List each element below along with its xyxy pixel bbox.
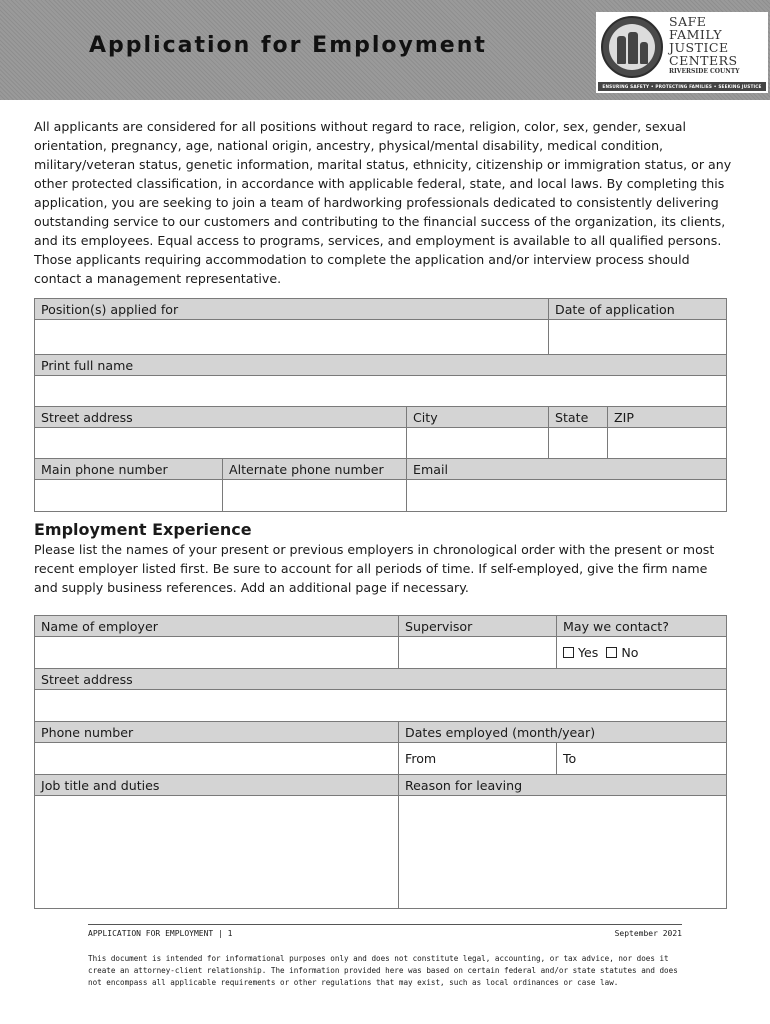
state-field[interactable] — [549, 428, 608, 460]
employer-label: Name of employer — [35, 616, 399, 637]
reason-field[interactable] — [399, 796, 727, 909]
no-label: No — [621, 645, 639, 660]
disclaimer: This document is intended for informational purposes only and does not constitute legal, accounting, or tax advice, nor does it create an attorney-client relationship. The information provided here was based on certain federal and/or state statutes and does not encompass all applicable requirements or other regulations that may exist, such as local ordinances or case law. — [88, 954, 678, 987]
main-phone-label: Main phone number — [35, 459, 223, 480]
city-label: City — [407, 407, 549, 428]
employment-section-title: Employment Experience — [34, 520, 252, 539]
organization-logo — [596, 12, 768, 93]
name-label: Print full name — [35, 355, 727, 376]
zip-label: ZIP — [608, 407, 727, 428]
supervisor-field[interactable] — [399, 637, 557, 669]
position-label: Position(s) applied for — [35, 299, 549, 320]
no-checkbox[interactable] — [606, 647, 617, 658]
dates-label: Dates employed (month/year) — [399, 722, 727, 743]
alt-phone-label: Alternate phone number — [223, 459, 407, 480]
employer-phone-field[interactable] — [35, 743, 399, 775]
contact-options — [557, 637, 727, 669]
employer-phone-label: Phone number — [35, 722, 399, 743]
footer-page-label: APPLICATION FOR EMPLOYMENT | 1 — [88, 929, 233, 938]
phone-row-table — [34, 458, 727, 512]
from-field[interactable] — [399, 743, 557, 775]
email-field[interactable] — [407, 480, 727, 512]
address-row-table — [34, 406, 727, 460]
logo-tagline: ENSURING SAFETY • PROTECTING FAMILIES • SEEKING JUSTICE — [598, 82, 766, 91]
position-field[interactable] — [35, 320, 549, 355]
employer-field[interactable] — [35, 637, 399, 669]
from-label: From — [405, 751, 437, 766]
alt-phone-field[interactable] — [223, 480, 407, 512]
date-label: Date of application — [549, 299, 727, 320]
name-field[interactable] — [35, 376, 727, 408]
family-emblem-icon — [601, 16, 663, 78]
job-field[interactable] — [35, 796, 399, 909]
logo-wordmark: SAFE FAMILY JUSTICE CENTERS — [669, 14, 738, 68]
footer — [88, 924, 682, 938]
supervisor-label: Supervisor — [399, 616, 557, 637]
street-field[interactable] — [35, 428, 407, 460]
date-field[interactable] — [549, 320, 727, 355]
street-label: Street address — [35, 407, 407, 428]
employment-instructions: Please list the names of your present or previous employers in chronological order with the present or most recent employer listed first. Be sure to account for all periods of time. If self-employed, give the firm name and supply business references. Add an additional page if necessary. — [34, 542, 715, 595]
eeo-statement: All applicants are considered for all positions without regard to race, religion, color, sex, gender, sexual orientation, pregnancy, age, national origin, ancestry, physical/mental disability, medical condition, military/veteran status, genetic information, marital status, ethnicity, citizenship or immigration status, or any other protected classification, in accordance with applicable federal, state, and local laws. By completing this application, you are seeking to join a team of hardworking professionals dedicated to consistently delivering outstanding service to our customers and contributing to the financial success of the organization, its clients, and its employees. Equal access to programs, services, and employment is available to all qualified persons. Those applicants requiring accommodation to complete the application and/or interview process should contact a management representative. — [34, 119, 732, 286]
to-label: To — [563, 751, 577, 766]
applicant-info-table — [34, 298, 727, 408]
employment-table — [34, 615, 727, 909]
city-field[interactable] — [407, 428, 549, 460]
reason-label: Reason for leaving — [399, 775, 727, 796]
to-field[interactable] — [557, 743, 727, 775]
state-label: State — [549, 407, 608, 428]
email-label: Email — [407, 459, 727, 480]
zip-field[interactable] — [608, 428, 727, 460]
footer-date: September 2021 — [614, 929, 682, 938]
yes-label: Yes — [578, 645, 599, 660]
employer-street-label: Street address — [35, 669, 727, 690]
yes-checkbox[interactable] — [563, 647, 574, 658]
employer-street-field[interactable] — [35, 690, 727, 722]
page-title: Application for Employment — [89, 33, 487, 58]
contact-label: May we contact? — [557, 616, 727, 637]
job-label: Job title and duties — [35, 775, 399, 796]
main-phone-field[interactable] — [35, 480, 223, 512]
logo-county: RIVERSIDE COUNTY — [669, 68, 740, 75]
